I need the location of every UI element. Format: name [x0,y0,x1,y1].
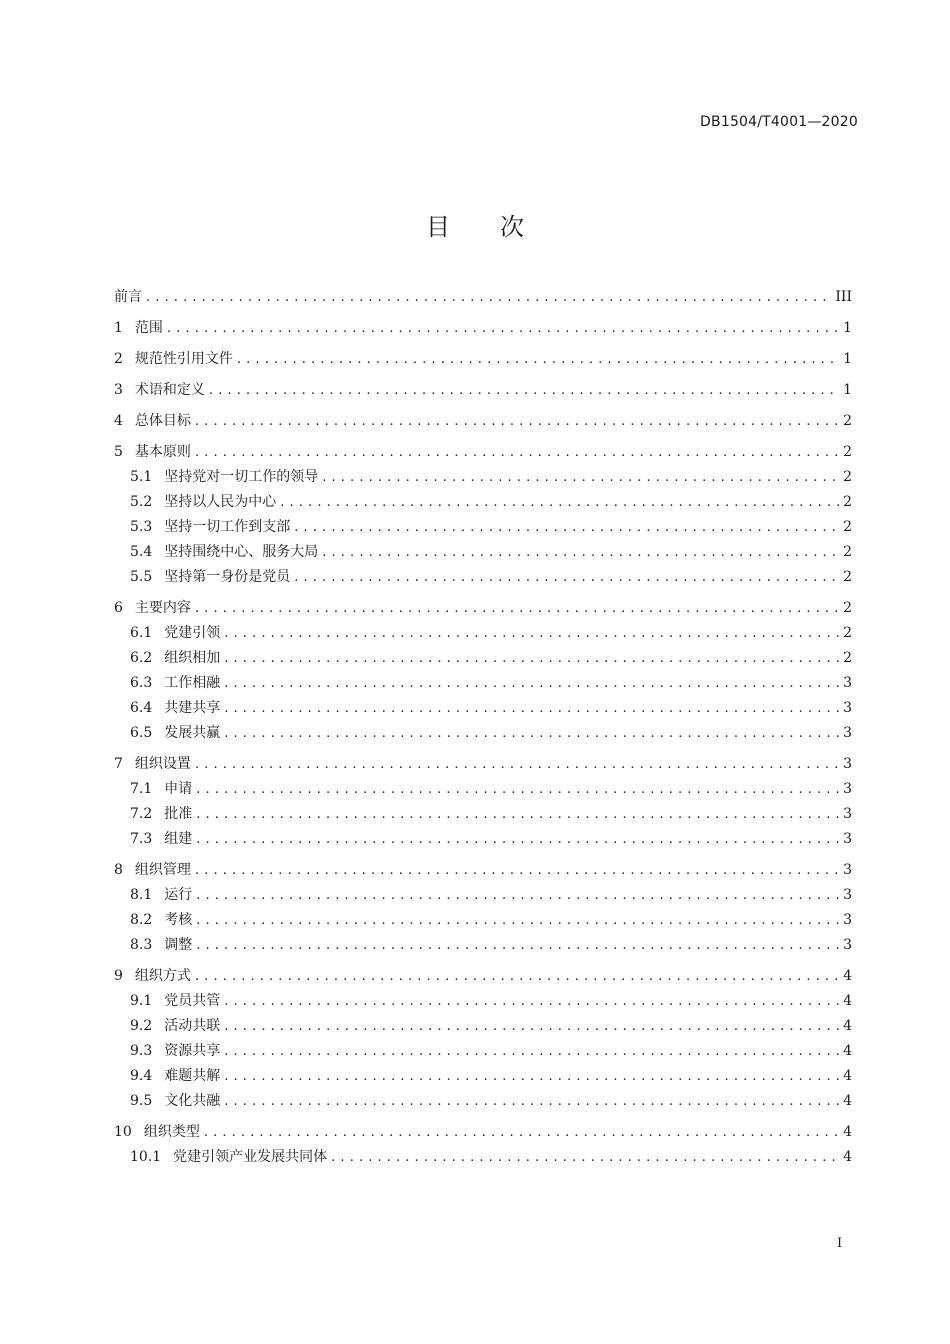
toc-entry-label [130,908,192,933]
toc-dot-leader [195,596,839,621]
toc-entry-page: 1 [843,351,852,367]
toc-entry-number: 6.2 [130,650,153,666]
toc-entry[interactable] [114,1064,852,1089]
toc-entry-page: 2 [843,569,852,585]
toc-entry-label [114,596,191,621]
toc-dot-leader [196,777,839,802]
toc-entry-number: 9.4 [130,1068,153,1084]
toc-entry[interactable] [114,671,852,696]
toc-entry-page: 4 [843,1093,852,1109]
toc-entry-label [130,883,192,908]
toc-dot-leader [195,964,839,989]
toc-dot-leader [294,565,839,590]
toc-entry-number: 8.2 [130,912,153,928]
toc-entry-label [114,378,205,403]
toc-entry-page: 3 [843,887,852,903]
toc-entry-number: 2 [114,351,123,367]
toc-entry-text: 主要内容 [134,600,191,616]
toc-entry-text: 组织方式 [134,968,191,984]
toc-entry-label [114,752,191,777]
toc-entry[interactable] [114,1120,852,1145]
toc-entry-page: 3 [843,937,852,953]
toc-entry-number: 5 [114,444,123,460]
toc-dot-leader [224,621,839,646]
toc-entry-number: 8.3 [130,937,153,953]
toc-entry-page: 4 [843,993,852,1009]
toc-entry[interactable] [114,316,852,341]
toc-dot-leader [224,721,839,746]
toc-entry-label [130,777,192,802]
toc-entry-text: 坚持第一身份是党员 [164,569,291,585]
toc-entry[interactable] [114,989,852,1014]
toc-entry[interactable] [114,1089,852,1114]
toc-entry-number: 10 [114,1124,132,1140]
toc-entry-text: 坚持以人民为中心 [164,494,277,510]
toc-entry-number: 6 [114,600,123,616]
toc-entry-number: 9.2 [130,1018,153,1034]
toc-entry-label [114,409,191,434]
toc-entry[interactable] [114,285,852,310]
toc-entry-text: 党员共管 [164,993,221,1009]
toc-entry-page: 2 [843,469,852,485]
toc-entry-label [130,465,318,490]
toc-entry-text: 组建 [164,831,193,847]
toc-entry[interactable] [114,646,852,671]
toc-entry-number: 7 [114,756,123,772]
toc-entry-number: 7.1 [130,781,153,797]
toc-dot-leader [196,802,839,827]
toc-entry[interactable] [114,596,852,621]
toc-entry-text: 术语和定义 [134,382,205,398]
toc-entry[interactable] [114,883,852,908]
toc-entry-number: 7.2 [130,806,153,822]
toc-entry-label [130,827,192,852]
toc-entry-text: 坚持一切工作到支部 [164,519,291,535]
toc-entry-page: III [835,289,852,305]
toc-entry[interactable] [114,540,852,565]
toc-entry-page: 1 [843,382,852,398]
toc-entry-label [130,1064,220,1089]
toc-entry[interactable] [114,1145,852,1170]
toc-entry-number: 3 [114,382,123,398]
toc-entry-number: 4 [114,413,123,429]
toc-dot-leader [195,409,839,434]
toc-entry[interactable] [114,565,852,590]
toc-entry-label [130,490,276,515]
toc-entry-label [114,858,191,883]
toc-entry[interactable] [114,378,852,403]
toc-entry-number: 6.5 [130,725,153,741]
toc-entry-page: 1 [843,320,852,336]
toc-dot-leader [224,696,839,721]
toc-dot-leader [195,752,839,777]
toc-entry-page: 4 [843,1018,852,1034]
toc-entry-text: 规范性引用文件 [134,351,233,367]
toc-dot-leader [195,440,839,465]
toc-entry[interactable] [114,1039,852,1064]
toc-entry-label [114,440,191,465]
document-id: DB1504/T4001—2020 [700,114,858,130]
toc-entry-page: 3 [843,862,852,878]
toc-entry-number: 8.1 [130,887,153,903]
toc-entry[interactable] [114,827,852,852]
toc-entry-text: 活动共联 [164,1018,221,1034]
toc-entry-number: 9 [114,968,123,984]
toc-entry-page: 2 [843,650,852,666]
toc-entry[interactable] [114,696,852,721]
toc-entry-text: 运行 [164,887,193,903]
toc-dot-leader [224,1064,839,1089]
toc-entry[interactable] [114,933,852,958]
toc-entry-label [114,316,163,341]
toc-entry-text: 调整 [164,937,193,953]
toc-entry-label [130,565,290,590]
toc-entry-number: 5.1 [130,469,153,485]
toc-entry-text: 资源共享 [164,1043,221,1059]
toc-entry-text: 共建共享 [164,700,221,716]
toc-entry-text: 组织设置 [134,756,191,772]
toc-entry-text: 工作相融 [164,675,221,691]
toc-entry-text: 总体目标 [134,413,191,429]
toc-entry[interactable] [114,515,852,540]
toc-entry-text: 批准 [164,806,193,822]
toc-dot-leader [331,1145,839,1170]
toc-entry-number: 9.5 [130,1093,153,1109]
toc-entry-label [114,964,191,989]
toc-entry[interactable] [114,964,852,989]
toc-entry[interactable] [114,1014,852,1039]
toc-entry-page: 3 [843,912,852,928]
toc-entry-label [114,1120,200,1145]
toc-dot-leader [322,465,839,490]
toc-entry-text: 文化共融 [164,1093,221,1109]
toc-entry-page: 2 [843,413,852,429]
toc-entry-page: 3 [843,725,852,741]
toc-entry-label [130,540,318,565]
toc-entry-page: 3 [843,806,852,822]
toc-entry[interactable] [114,490,852,515]
toc-entry-page: 2 [843,625,852,641]
toc-entry[interactable] [114,621,852,646]
toc-entry-label [130,646,220,671]
toc-entry-page: 4 [843,1149,852,1165]
toc-dot-leader [204,1120,839,1145]
toc-entry-label [130,721,220,746]
toc-entry-page: 3 [843,675,852,691]
toc-dot-leader [196,827,839,852]
toc-entry[interactable] [114,802,852,827]
toc-entry-number: 5.4 [130,544,153,560]
toc-entry-label [130,515,290,540]
toc-entry-number: 9.1 [130,993,153,1009]
toc-entry-number: 6.3 [130,675,153,691]
toc-entry-page: 3 [843,781,852,797]
toc-entry-number: 5.5 [130,569,153,585]
toc-dot-leader [224,989,839,1014]
toc-dot-leader [237,347,839,372]
toc-entry-label [130,802,192,827]
toc-entry-text: 范围 [134,320,163,336]
toc-dot-leader [224,671,839,696]
toc-entry-label [130,1089,220,1114]
toc-entry-page: 2 [843,444,852,460]
toc-entry-label [130,1014,220,1039]
toc-entry-number: 5.3 [130,519,153,535]
toc-entry-text: 难题共解 [164,1068,221,1084]
toc-dot-leader [209,378,839,403]
toc-dot-leader [196,883,839,908]
toc-entry-label [130,1039,220,1064]
toc-dot-leader [196,908,839,933]
toc-dot-leader [224,1039,839,1064]
toc-entry-page: 2 [843,519,852,535]
toc-entry[interactable] [114,777,852,802]
toc-entry-label [130,989,220,1014]
toc-entry[interactable] [114,858,852,883]
toc-entry-text: 组织管理 [134,862,191,878]
toc-dot-leader [280,490,839,515]
toc-entry-label [130,671,220,696]
toc-entry[interactable] [114,908,852,933]
toc-entry-text: 组织类型 [143,1124,200,1140]
toc-entry-page: 4 [843,1124,852,1140]
toc-entry-label [130,621,220,646]
toc-dot-leader [322,540,839,565]
toc-entry-page: 3 [843,756,852,772]
toc-entry-text: 党建引领产业发展共同体 [173,1149,328,1165]
toc-entry-number: 6.1 [130,625,153,641]
toc-entry[interactable] [114,440,852,465]
toc-entry-text: 考核 [164,912,193,928]
toc-dot-leader [195,858,839,883]
toc-entry-page: 2 [843,494,852,510]
toc-entry-page: 2 [843,544,852,560]
toc-entry-text: 党建引领 [164,625,221,641]
toc-dot-leader [146,285,831,310]
toc-dot-leader [224,1089,839,1114]
toc-entry[interactable] [114,752,852,777]
toc-entry[interactable] [114,409,852,434]
toc-entry-number: 6.4 [130,700,153,716]
toc-entry-text: 坚持党对一切工作的领导 [164,469,319,485]
toc-entry-number: 1 [114,320,123,336]
page-number: I [837,1236,843,1251]
toc-entry-label [130,933,192,958]
toc-dot-leader [224,646,839,671]
toc-entry[interactable] [114,721,852,746]
toc-entry-label [114,347,233,372]
toc-entry-label [130,696,220,721]
toc-entry-page: 4 [843,1068,852,1084]
toc-entry-label [130,1145,327,1170]
toc-entry-text: 组织相加 [164,650,221,666]
toc-entry-page: 4 [843,1043,852,1059]
toc-entry[interactable] [114,465,852,490]
toc-entry-page: 3 [843,700,852,716]
toc-entry-number: 5.2 [130,494,153,510]
toc-entry-text: 坚持围绕中心、服务大局 [164,544,319,560]
toc-entry-number: 9.3 [130,1043,153,1059]
toc-entry[interactable] [114,347,852,372]
toc-entry-label [114,285,142,310]
toc-entry-text: 发展共赢 [164,725,221,741]
toc-title: 目次 [426,213,574,241]
toc-entry-text: 基本原则 [134,444,191,460]
toc-entry-page: 4 [843,968,852,984]
toc-entry-text: 申请 [164,781,193,797]
toc-dot-leader [196,933,839,958]
toc-entry-number: 10.1 [130,1149,162,1165]
toc-dot-leader [167,316,839,341]
toc-entry-text: 前言 [114,289,142,305]
toc-entry-page: 2 [843,600,852,616]
toc-dot-leader [294,515,839,540]
toc-entry-number: 8 [114,862,123,878]
toc-dot-leader [224,1014,839,1039]
toc-entry-page: 3 [843,831,852,847]
toc-list [114,285,852,1170]
toc-entry-number: 7.3 [130,831,153,847]
